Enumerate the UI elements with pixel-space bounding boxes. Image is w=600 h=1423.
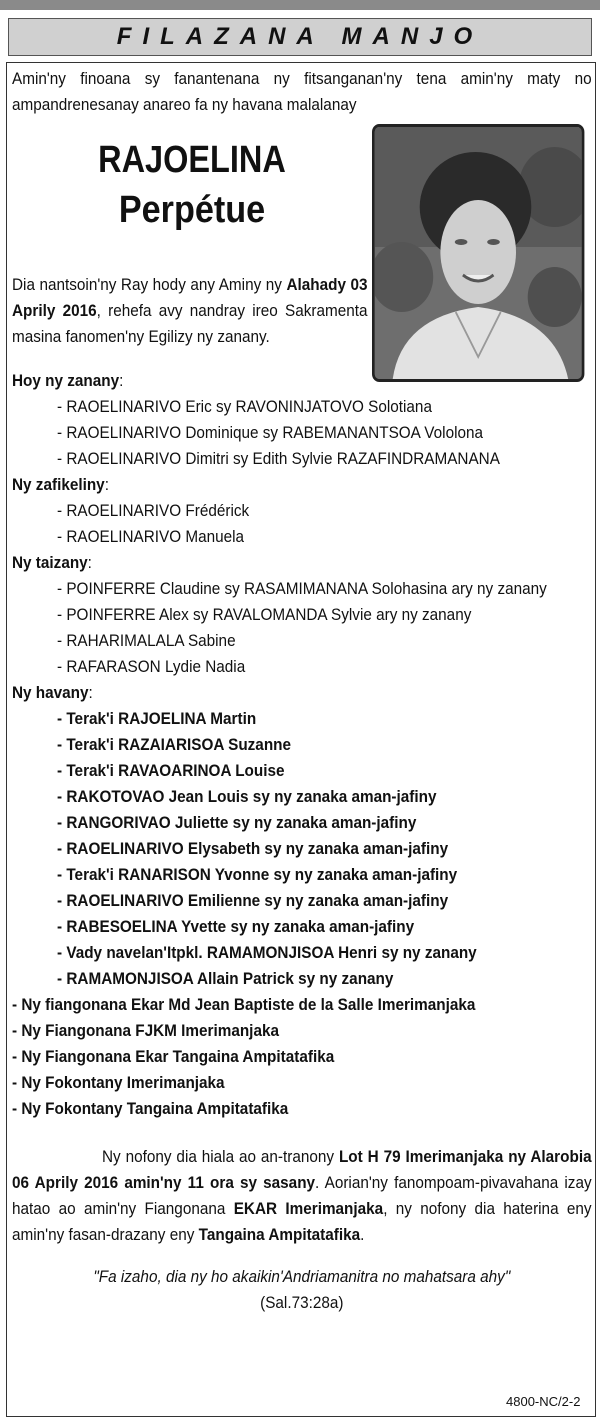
funeral-burial-place: Tangaina Ampitatafika xyxy=(198,1225,361,1244)
portrait-image xyxy=(375,127,582,379)
announcement-date: Alahady 03 Aprily 2016 xyxy=(12,275,368,320)
organization-item: - Ny fiangonana Ekar Md Jean Baptiste de la Salle Imerimanjaka xyxy=(12,995,476,1014)
list-item: - RAOELINARIVO Dimitri sy Edith Sylvie RAZAFINDRAMANANA xyxy=(57,449,500,468)
funeral-text: Ny nofony dia hiala ao an-tranony xyxy=(102,1147,339,1166)
announcement-post: , rehefa avy nandray ireo Sakramenta masina fanomen'ny Egilizy ny zanany. xyxy=(12,301,368,346)
list-item: - Terak'i RAJOELINA Martin xyxy=(57,709,257,728)
portrait-photo xyxy=(372,124,584,382)
list-item: - Terak'i RANARISON Yvonne sy ny zanaka aman-jafiny xyxy=(57,865,458,884)
group-title: Ny taizany xyxy=(12,553,88,572)
organization-item: - Ny Fokontany Tangaina Ampitatafika xyxy=(12,1099,289,1118)
list-item: - RANGORIVAO Juliette sy ny zanaka aman-jafiny xyxy=(57,813,417,832)
announcement xyxy=(12,272,368,350)
organization-item: - Ny Fiangonana Ekar Tangaina Ampitatafika xyxy=(12,1047,335,1066)
organizations xyxy=(12,992,592,1122)
group-title: Hoy ny zanany xyxy=(12,371,120,390)
announcement-pre: Dia nantsoin'ny Ray hody any Aminy ny xyxy=(12,275,287,294)
list-item: - RAOELINARIVO Dominique sy RABEMANANTSOA Vololona xyxy=(57,423,484,442)
deceased-firstname: Perpétue xyxy=(118,189,266,231)
funeral-text: . xyxy=(360,1225,365,1244)
deceased-name xyxy=(12,138,372,232)
funeral-text: . Aorian'ny fanompoam-pivavahana izay hatao ao amin'ny Fiangonana xyxy=(12,1173,592,1218)
group-foster: Ny taizany: - POINFERRE Claudine sy RASAMIMANANA Solohasina ary ny zanany - POINFERRE Alex sy RAVALOMANDA Sylvie ary ny zanany - RAHARIMALALA Sabine - RAFARASON Lydie Nadia xyxy=(12,550,592,680)
group-relatives: Ny havany: - Terak'i RAJOELINA Martin - Terak'i RAZAIARISOA Suzanne - Terak'i RAVAOARINOA Louise - RAKOTOVAO Jean Louis sy ny zanaka aman-jafiny - RANGORIVAO Juliette sy ny zanaka aman-jafiny - RAOELINARIVO Elysabeth sy ny zanaka aman-jafiny - Terak'i RANARISON Yvonne sy ny zanaka aman-jafiny - RAOELINARIVO Emilienne sy ny zanaka aman-jafiny - RABESOELINA Yvette sy ny zanaka aman-jafiny - Vady navelan'Itpkl. RAMAMONJISOA Henri sy ny zanany - RAMAMONJISOA Allain Patrick sy ny zanany xyxy=(12,680,592,992)
list-item: - RABESOELINA Yvette sy ny zanaka aman-jafiny xyxy=(57,917,415,936)
funeral-details xyxy=(12,1144,592,1248)
list-item: - Vady navelan'Itpkl. RAMAMONJISOA Henri sy ny zanany xyxy=(57,943,477,962)
list-item: - RAOELINARIVO Frédérick xyxy=(57,501,250,520)
list-item: - Terak'i RAZAIARISOA Suzanne xyxy=(57,735,292,754)
organization-item: - Ny Fokontany Imerimanjaka xyxy=(12,1073,225,1092)
list-item: - RAOELINARIVO Emilienne sy ny zanaka aman-jafiny xyxy=(57,891,449,910)
list-item: - RAKOTOVAO Jean Louis sy ny zanaka aman-jafiny xyxy=(57,787,437,806)
list-item: - RAOELINARIVO Manuela xyxy=(57,527,245,546)
intro-text: Amin'ny finoana sy fanantenana ny fitsanganan'ny tena amin'ny maty no ampandrenesanay anareo fa ny havana malalanay xyxy=(12,69,592,114)
notice-content xyxy=(12,66,592,1316)
funeral-text: , ny nofony dia haterina eny amin'ny fasan-drazany eny xyxy=(12,1199,592,1244)
bible-reference: (Sal.73:28a) xyxy=(260,1293,344,1312)
list-item: - Terak'i RAVAOARINOA Louise xyxy=(57,761,285,780)
funeral-church: EKAR Imerimanjaka xyxy=(233,1199,384,1218)
list-item: - POINFERRE Alex sy RAVALOMANDA Sylvie ary ny zanany xyxy=(57,605,472,624)
deceased-surname: RAJOELINA xyxy=(98,139,286,181)
funeral-location-time: Lot H 79 Imerimanjaka ny Alarobia 06 Aprily 2016 amin'ny 11 ora sy sasany xyxy=(12,1147,592,1192)
list-item: - RAFARASON Lydie Nadia xyxy=(57,657,246,676)
group-grandchildren: Ny zafikeliny: - RAOELINARIVO Frédérick - RAOELINARIVO Manuela xyxy=(12,472,592,550)
notice-title: FILAZANA MANJO xyxy=(116,23,484,50)
family-list xyxy=(12,368,592,1122)
group-title: Ny zafikeliny xyxy=(12,475,105,494)
top-rule xyxy=(0,0,600,10)
list-item: - POINFERRE Claudine sy RASAMIMANANA Solohasina ary ny zanany xyxy=(57,579,547,598)
bible-quote: "Fa izaho, dia ny ho akaikin'Andriamanitra no mahatsara ahy" xyxy=(93,1267,511,1286)
list-item: - RAOELINARIVO Elysabeth sy ny zanaka aman-jafiny xyxy=(57,839,449,858)
notice-header xyxy=(8,18,592,56)
group-children: Hoy ny zanany: - RAOELINARIVO Eric sy RAVONINJATOVO Solotiana - RAOELINARIVO Dominique sy RABEMANANTSOA Vololona - RAOELINARIVO Dimitri sy Edith Sylvie RAZAFINDRAMANANA xyxy=(12,368,592,472)
list-item: - RAOELINARIVO Eric sy RAVONINJATOVO Solotiana xyxy=(57,397,432,416)
list-item: - RAMAMONJISOA Allain Patrick sy ny zanany xyxy=(57,969,394,988)
group-title: Ny havany xyxy=(12,683,89,702)
notice-code: 4800-NC/2-2 xyxy=(506,1394,581,1409)
list-item: - RAHARIMALALA Sabine xyxy=(57,631,236,650)
organization-item: - Ny Fiangonana FJKM Imerimanjaka xyxy=(12,1021,279,1040)
